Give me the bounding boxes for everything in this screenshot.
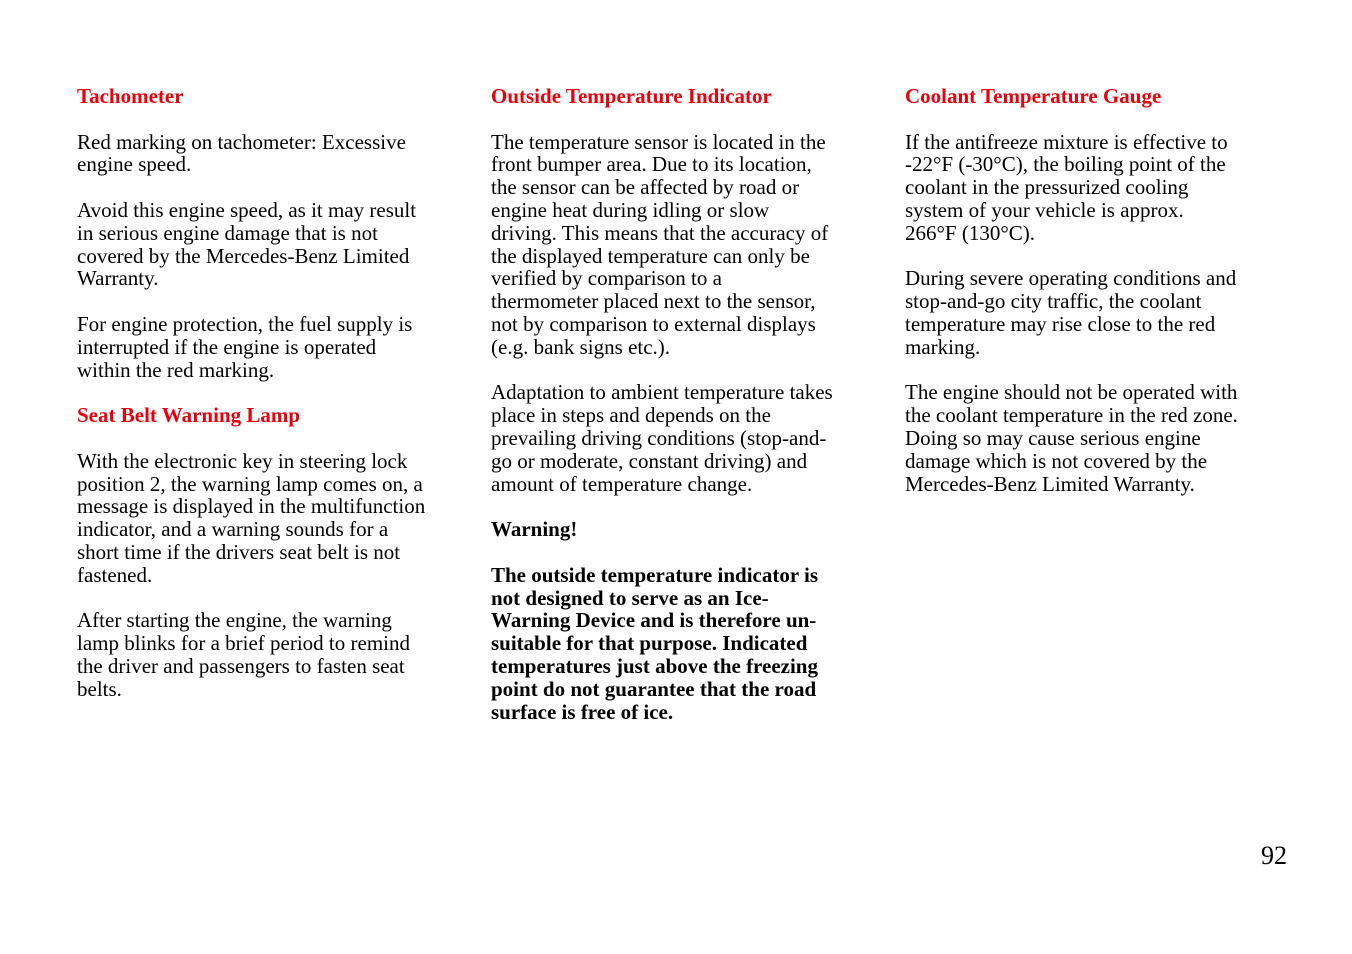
outside-temp-paragraph-2: Adaptation to ambient temperature takes place in steps and depends on the prevailing driving conditions (stop-and- go or moderate, constant driving) and amount of temperature change. [491,380,833,496]
tachometer-paragraph-3: For engine protection, the fuel supply is interrupted if the engine is operated within the red marking. [77,311,413,382]
column-middle [491,85,873,746]
coolant-paragraph-3: The engine should not be operated with the coolant temperature in the red zone. Doing so may cause serious engine damage which is not covered by the Mercedes-Benz Limited Warranty. [905,380,1238,496]
tachometer-paragraph-2: Avoid this engine speed, as it may result in serious engine damage that is not covered by the Mercedes-Benz Limited Warranty. [77,197,417,291]
tachometer-heading: Tachometer [77,84,184,108]
tachometer-paragraph-1: Red marking on tachometer: Excessive engine speed. [77,129,406,177]
column-right [905,85,1287,518]
seatbelt-heading: Seat Belt Warning Lamp [77,403,301,428]
page-number: 92 [1261,841,1287,870]
coolant-heading: Coolant Temperature Gauge [905,84,1162,108]
seatbelt-paragraph-1: With the electronic key in steering lock position 2, the warning lamp comes on, a message is displayed in the multifunction indicator, and a warning sounds for a short time if the drivers seat belt is not fastened. [77,448,426,587]
outside-temp-paragraph-1: The temperature sensor is located in the front bumper area. Due to its location, the sensor can be affected by road or engine heat during idling or slow driving. This means that the accuracy of the displayed temperature can only be verified by comparison to a thermometer placed next to the sensor, not by comparison to external displays (e.g. bank signs etc.). [491,129,829,359]
coolant-paragraph-1: If the antifreeze mixture is effective to -22°F (-30°C), the boiling point of the coolant in the pressurized cooling system of your vehicle is approx. 266°F (130°C). [905,129,1228,245]
column-left [77,85,459,723]
coolant-paragraph-2: During severe operating conditions and stop-and-go city traffic, the coolant temperature may rise close to the red marking. [905,266,1237,359]
warning-title: Warning! [491,517,578,542]
outside-temp-heading: Outside Temperature Indicator [491,84,772,108]
seatbelt-paragraph-2: After starting the engine, the warning lamp blinks for a brief period to remind the driver and passengers to fasten seat belts. [77,608,410,701]
warning-text: The outside temperature indicator is not designed to serve as an Ice- Warning Device and is therefore un- suitable for that purpose. Indicated temperatures just above the freezing point do not guarantee that the road surface is free of ice. [491,562,819,724]
